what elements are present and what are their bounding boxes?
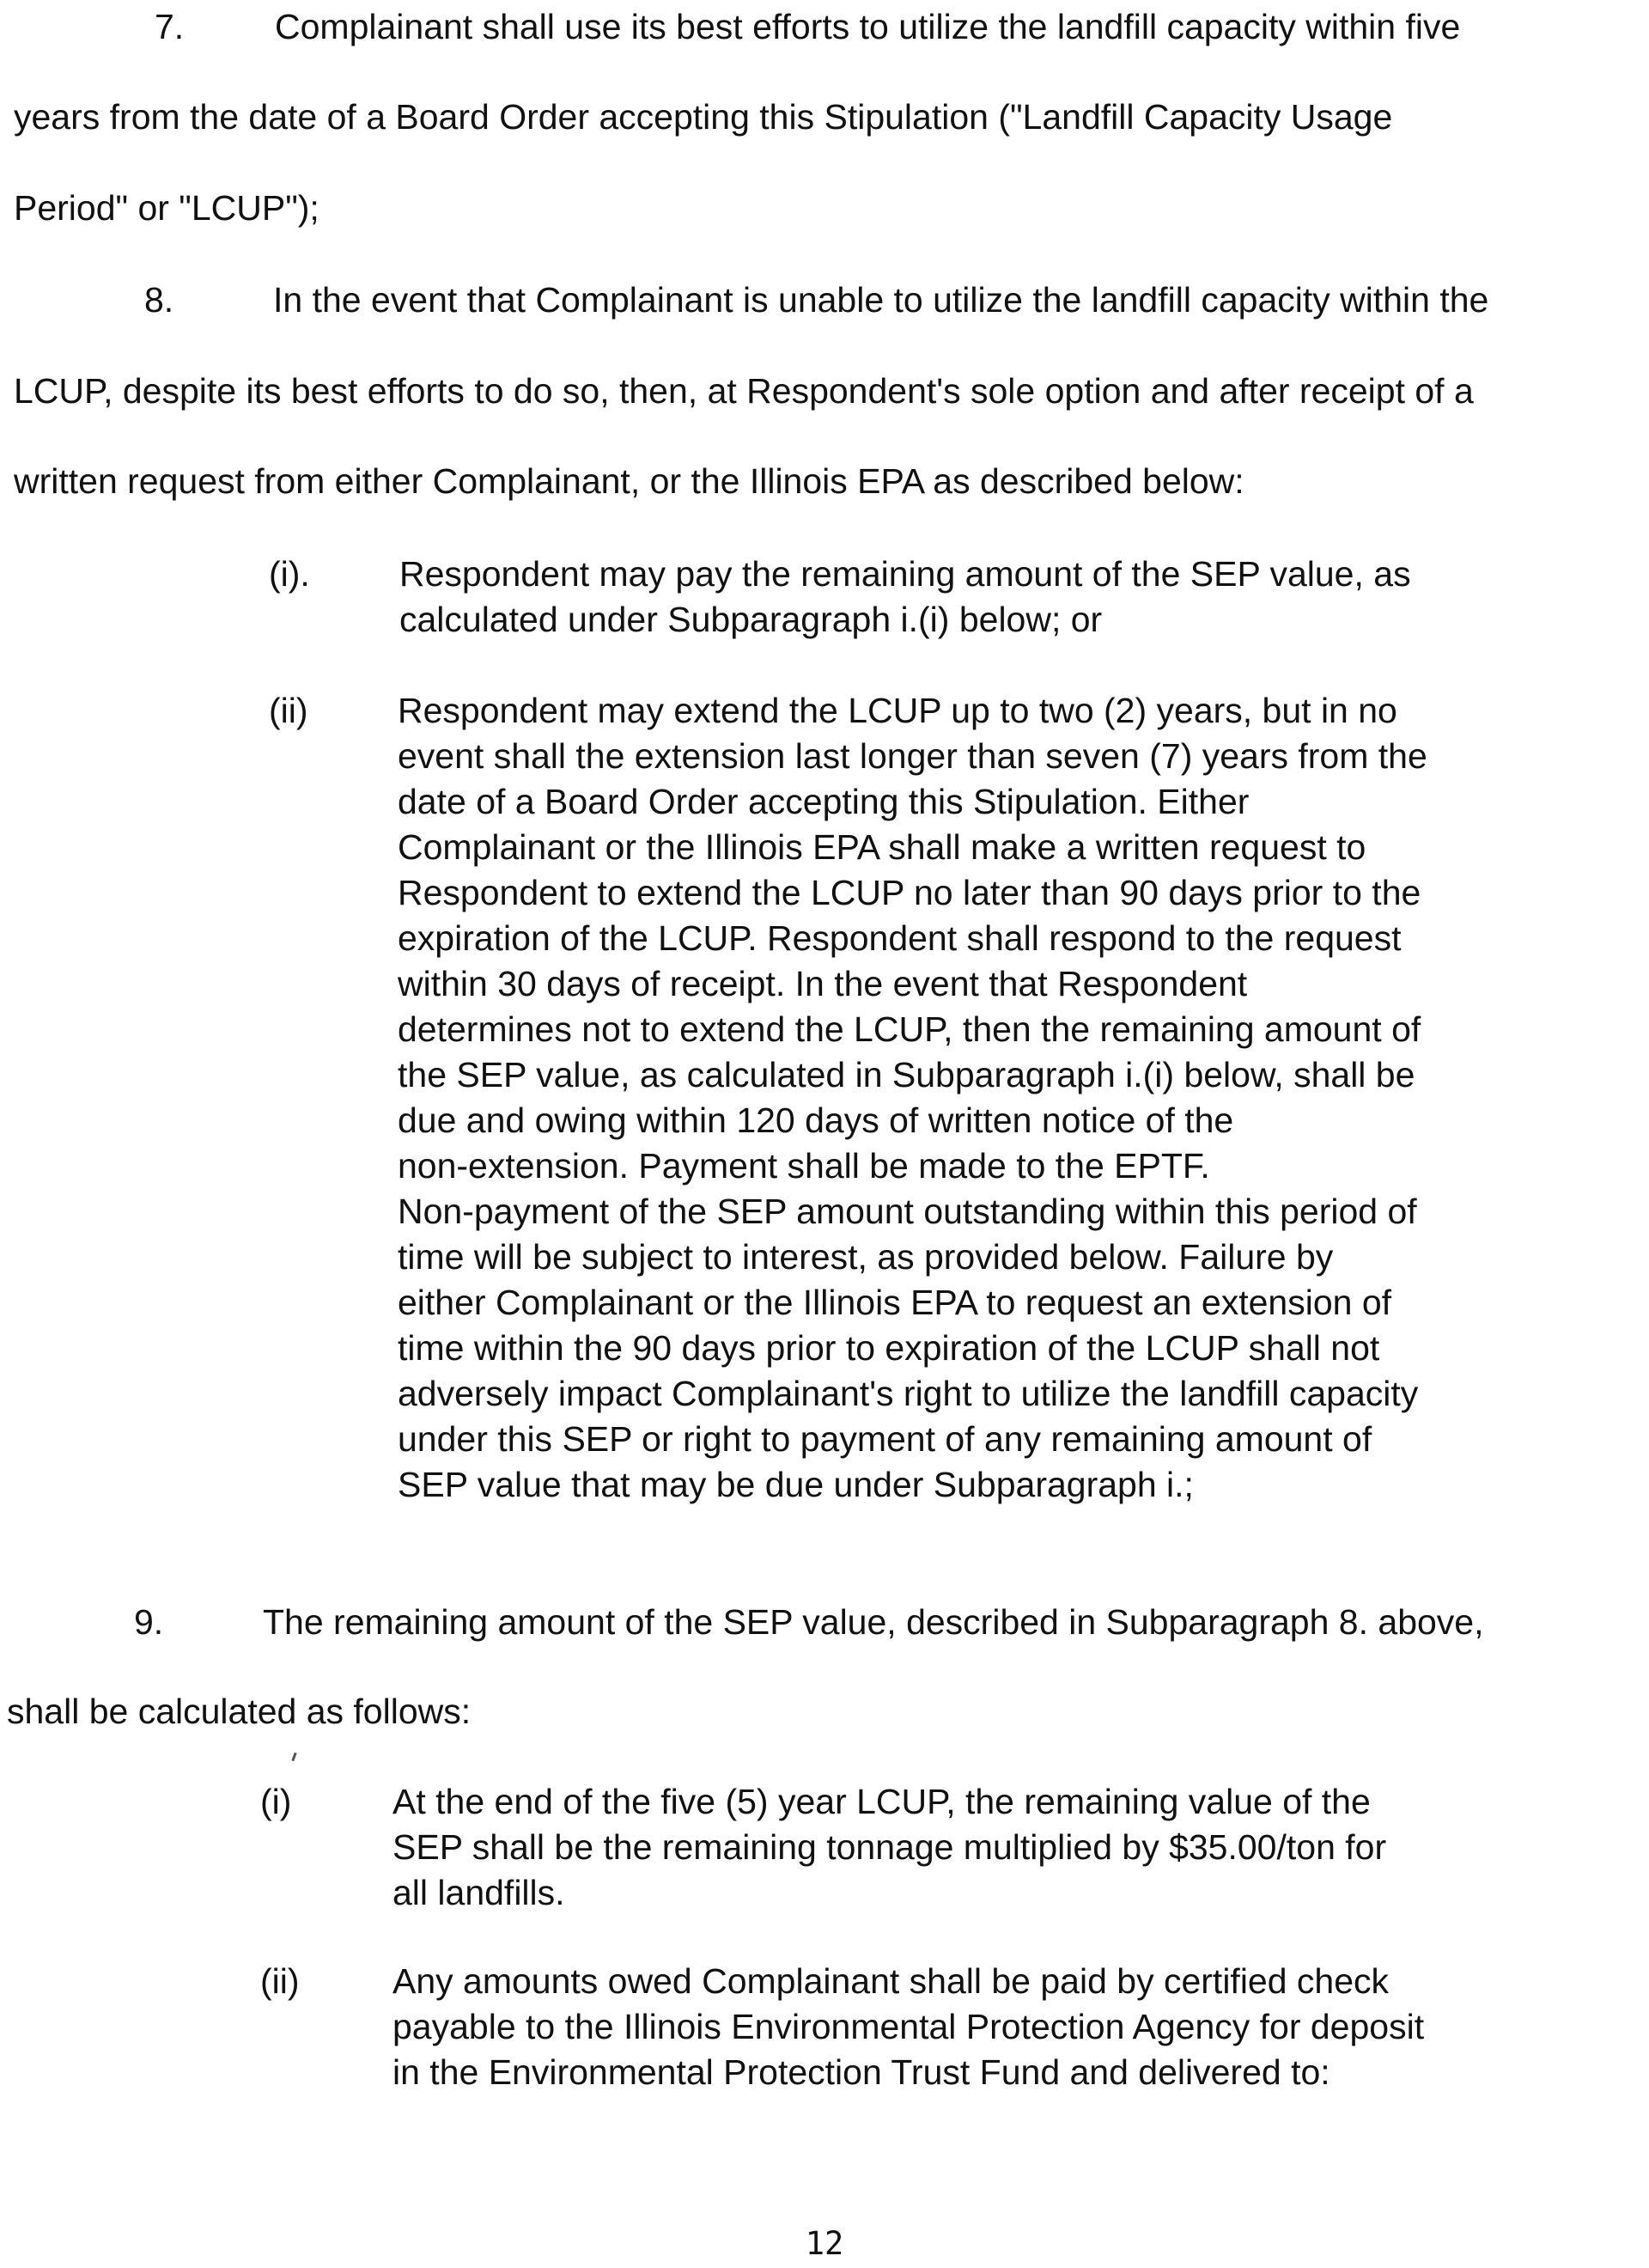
subparagraph-line: Respondent may extend the LCUP up to two (2) years, but in no — [398, 691, 1397, 730]
subparagraph-line: Any amounts owed Complainant shall be paid by certified check — [392, 1961, 1390, 2001]
subparagraph-line: date of a Board Order accepting this Stipulation. Either — [398, 782, 1250, 821]
paragraph-line: The remaining amount of the SEP value, described in Subparagraph 8. above, — [263, 1602, 1484, 1642]
subparagraph-line: Non-payment of the SEP amount outstanding within this period of — [398, 1192, 1417, 1231]
subparagraph-line: all landfills. — [392, 1873, 565, 1912]
subparagraph-line: payable to the Illinois Environmental Protection Agency for deposit — [392, 2007, 1425, 2046]
subparagraph-line: determines not to extend the LCUP, then the remaining amount of — [398, 1009, 1421, 1049]
subparagraph-line: expiration of the LCUP. Respondent shall respond to the request — [398, 918, 1402, 958]
paragraph-number: 9. — [134, 1602, 164, 1642]
paragraph-line: years from the date of a Board Order accepting this Stipulation ("Landfill Capacity Usage — [14, 97, 1393, 137]
subparagraph-line: the SEP value, as calculated in Subparagraph i.(i) below, shall be — [398, 1055, 1415, 1094]
subparagraph-line: SEP value that may be due under Subparagraph i.; — [398, 1465, 1194, 1504]
subparagraph-marker: (ii) — [269, 691, 308, 730]
subparagraph-line: Respondent to extend the LCUP no later than 90 days prior to the — [398, 873, 1421, 912]
subparagraph-line: either Complainant or the Illinois EPA to request an extension of — [398, 1283, 1392, 1322]
paragraph-line: written request from either Complainant, or the Illinois EPA as described below: — [14, 461, 1244, 501]
subparagraph-line: due and owing within 120 days of written notice of the — [398, 1100, 1234, 1140]
subparagraph-line: Complainant or the Illinois EPA shall make a written request to — [398, 827, 1366, 867]
page-number: 12 — [805, 2225, 844, 2262]
subparagraph-line: under this SEP or right to payment of any remaining amount of — [398, 1419, 1372, 1459]
paragraph-line: In the event that Complainant is unable to utilize the landfill capacity within the — [273, 280, 1489, 320]
paragraph-line: Complainant shall use its best efforts to utilize the landfill capacity within five — [275, 7, 1461, 46]
subparagraph-line: within 30 days of receipt. In the event that Respondent — [398, 964, 1248, 1003]
subparagraph-line: SEP shall be the remaining tonnage multiplied by $35.00/ton for — [392, 1827, 1387, 1867]
subparagraph-marker: (i). — [269, 554, 310, 594]
paragraph-number: 7. — [155, 7, 185, 46]
paragraph-number: 8. — [144, 280, 174, 320]
subparagraph-line: time will be subject to interest, as provided below. Failure by — [398, 1237, 1334, 1277]
paragraph-line: LCUP, despite its best efforts to do so, then, at Respondent's sole option and after receipt of a — [14, 371, 1474, 411]
subparagraph-line: Respondent may pay the remaining amount of the SEP value, as — [399, 554, 1411, 594]
subparagraph-marker: (i) — [260, 1782, 292, 1821]
subparagraph-line: calculated under Subparagraph i.(i) below; or — [399, 600, 1103, 639]
subparagraph-line: non-extension. Payment shall be made to the EPTF. — [398, 1146, 1210, 1186]
subparagraph-line: adversely impact Complainant's right to utilize the landfill capacity — [398, 1374, 1419, 1413]
subparagraph-line: At the end of the five (5) year LCUP, the remaining value of the — [392, 1782, 1371, 1821]
subparagraph-line: time within the 90 days prior to expiration of the LCUP shall not — [398, 1328, 1380, 1368]
subparagraph-line: event shall the extension last longer than seven (7) years from the — [398, 736, 1427, 776]
paragraph-line: shall be calculated as follows: — [7, 1692, 472, 1731]
subparagraph-marker: (ii) — [260, 1961, 300, 2001]
paragraph-line: Period" or "LCUP"); — [14, 188, 319, 228]
subparagraph-line: in the Environmental Protection Trust Fund and delivered to: — [392, 2052, 1330, 2092]
